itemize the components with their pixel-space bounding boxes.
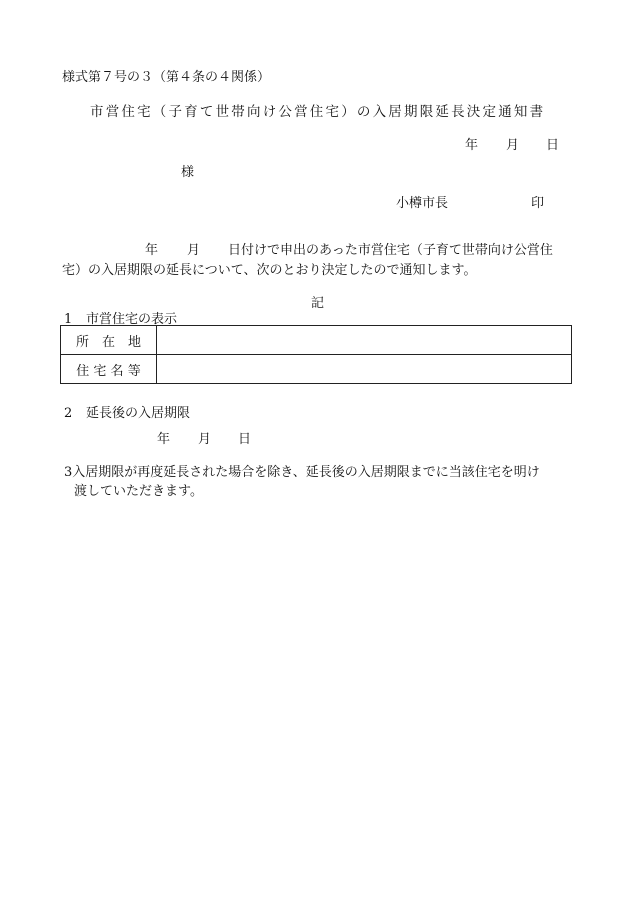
table-row	[61, 326, 572, 355]
location-label-cell	[61, 326, 157, 355]
housing-name-label-cell	[61, 355, 157, 384]
section3-line1	[64, 461, 540, 480]
addressee-honorific: 様	[181, 165, 195, 180]
section3-line1-text: 入居期限が再度延長された場合を除き、延長後の入居期限までに当該住宅を明け	[72, 465, 540, 480]
location-value-cell	[157, 326, 572, 355]
housing-name-label: 住 宅 名 等	[76, 363, 141, 379]
section2-day-unit: 日	[238, 432, 252, 447]
section2-number: 2	[64, 406, 73, 421]
section2-heading	[64, 402, 190, 421]
body-line1-text: 日付けで申出のあった市営住宅（子育て世帯向け公営住	[228, 243, 553, 258]
table-row	[61, 355, 572, 384]
section1-number: 1	[64, 312, 73, 327]
ki-heading: 記	[311, 296, 325, 311]
body-month-unit: 月	[187, 243, 201, 258]
section3-line2: 渡していただきます。	[74, 484, 203, 499]
seal-mark: 印	[531, 196, 545, 211]
section2-month-unit: 月	[198, 432, 212, 447]
body-line2-text: 宅）の入居期限の延長について、次のとおり決定したので通知します。	[62, 263, 477, 278]
notice-date-year-unit: 年	[465, 138, 479, 153]
sender-name: 小樽市長	[396, 196, 449, 211]
location-label: 所 在 地	[75, 334, 141, 350]
section3-number: 3	[64, 465, 73, 480]
section1-title: 市営住宅の表示	[86, 312, 178, 327]
form-number: 様式第７号の３（第４条の４関係）	[62, 70, 271, 85]
document-title: 市営住宅（子育て世帯向け公営住宅）の入居期限延長決定通知書	[90, 104, 546, 120]
housing-info-table	[60, 325, 572, 384]
section2-title: 延長後の入居期限	[86, 406, 191, 421]
section2-year-unit: 年	[157, 432, 171, 447]
notice-date-month-unit: 月	[506, 138, 520, 153]
body-year-unit: 年	[145, 243, 159, 258]
notice-date-day-unit: 日	[546, 138, 560, 153]
housing-name-value-cell	[157, 355, 572, 384]
